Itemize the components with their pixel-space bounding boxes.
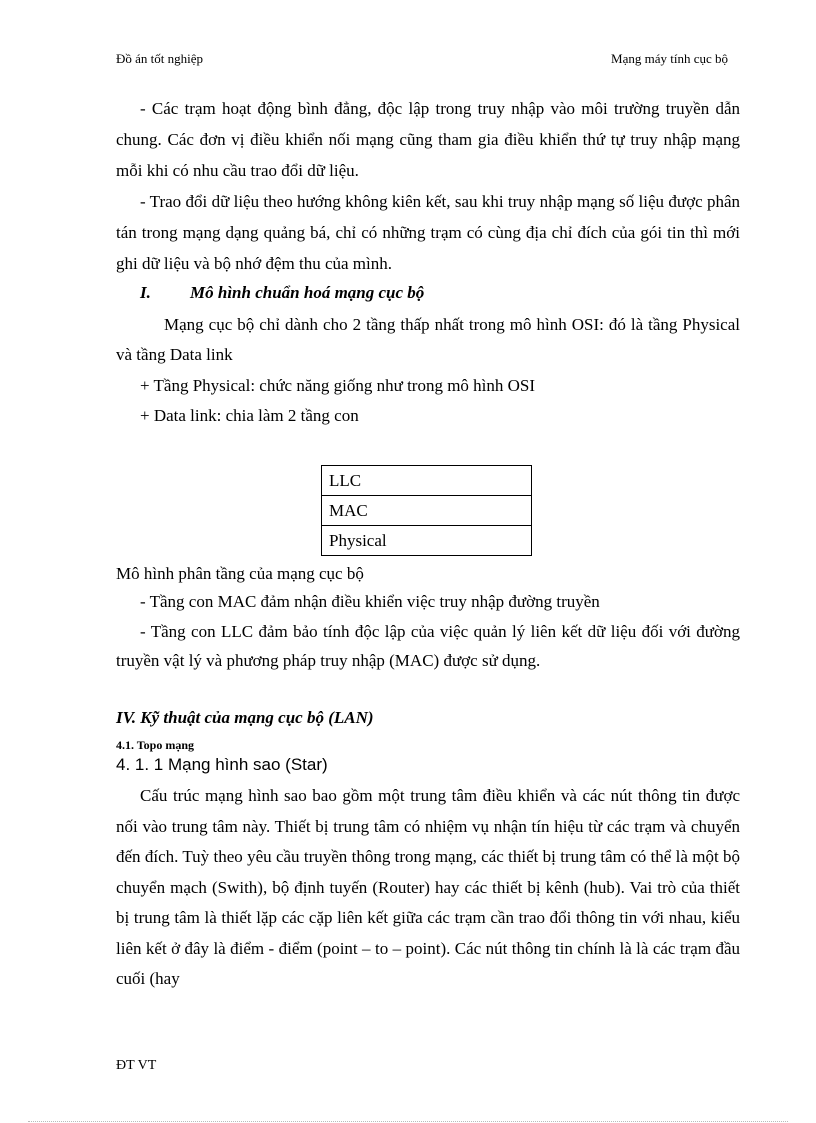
paragraph-4: - Tầng con MAC đảm nhận điều khiển việc truy nhập đường truyền bbox=[140, 592, 600, 611]
layer-model-table bbox=[321, 465, 532, 556]
section-heading-number: I. bbox=[140, 283, 151, 302]
header-right: Mạng máy tính cục bộ bbox=[611, 51, 728, 66]
layer-cell-llc: LLC bbox=[322, 466, 532, 496]
table-row bbox=[322, 496, 532, 526]
bullet-physical: + Tầng Physical: chức năng giống như trong mô hình OSI bbox=[140, 376, 536, 395]
table-row bbox=[322, 466, 532, 496]
section-heading: Mô hình chuẩn hoá mạng cục bộ bbox=[190, 283, 425, 302]
subheading-4-1: 4.1. Topo mạng bbox=[116, 738, 195, 752]
header-left: Đồ án tốt nghiệp bbox=[116, 51, 204, 66]
subheading-4-1-1: 4. 1. 1 Mạng hình sao (Star) bbox=[116, 755, 328, 774]
paragraph-2: - Trao đổi dữ liệu theo hướng không kiên kết, sau khi truy nhập mạng số liệu được phân tán trong mạng dạng quảng bá, chỉ có những trạm có cùng địa chỉ đích của gói tin thì mới ghi dữ liệu và bộ nhớ đệm thu của mình. bbox=[116, 192, 740, 273]
section-iv-heading: IV. Kỹ thuật của mạng cục bộ (LAN) bbox=[116, 708, 374, 727]
paragraph-6: Cấu trúc mạng hình sao bao gồm một trung tâm điều khiển và các nút thông tin được nối vào trung tâm này. Thiết bị trung tâm có nhiệm vụ nhận tín hiệu từ các trạm và chuyển đến đích. Tuỳ theo yêu cầu truyền thông trong mạng, các thiết bị trung tâm có thể là một bộ chuyển mạch (Swith), bộ định tuyến (Router) hay các thiết bị kênh (hub). Vai trò của thiết bị trung tâm là thiết lặp các cặp liên kết giữa các trạm cần trao đổi thông tin với nhau, kiểu liên kết ở đây là điểm - điểm (point – to – point). Các nút thông tin chính là là các trạm đầu cuối (hay bbox=[116, 786, 740, 988]
paragraph-1: - Các trạm hoạt động bình đẳng, độc lập trong truy nhập vào môi trường truyền dẫn chung. Các đơn vị điều khiển nối mạng cũng tham gia điều khiển thứ tự truy nhập mạng mỗi khi có nhu cầu trao đổi dữ liệu. bbox=[116, 99, 740, 180]
paragraph-5: - Tầng con LLC đảm bảo tính độc lập của việc quản lý liên kết dữ liệu đối với đường truyền vật lý và phương pháp truy nhập (MAC) được sử dụng. bbox=[116, 622, 740, 670]
table-caption: Mô hình phân tầng của mạng cục bộ bbox=[116, 564, 364, 583]
layer-cell-mac: MAC bbox=[322, 496, 532, 526]
page-bottom-divider bbox=[28, 1121, 788, 1122]
footer-text: ĐT VT bbox=[116, 1058, 157, 1073]
paragraph-3: Mạng cục bộ chỉ dành cho 2 tầng thấp nhất trong mô hình OSI: đó là tầng Physical và tầng Data link bbox=[116, 315, 740, 364]
bullet-data-link: + Data link: chia làm 2 tầng con bbox=[140, 406, 359, 425]
table-row bbox=[322, 526, 532, 556]
layer-cell-physical: Physical bbox=[322, 526, 532, 556]
